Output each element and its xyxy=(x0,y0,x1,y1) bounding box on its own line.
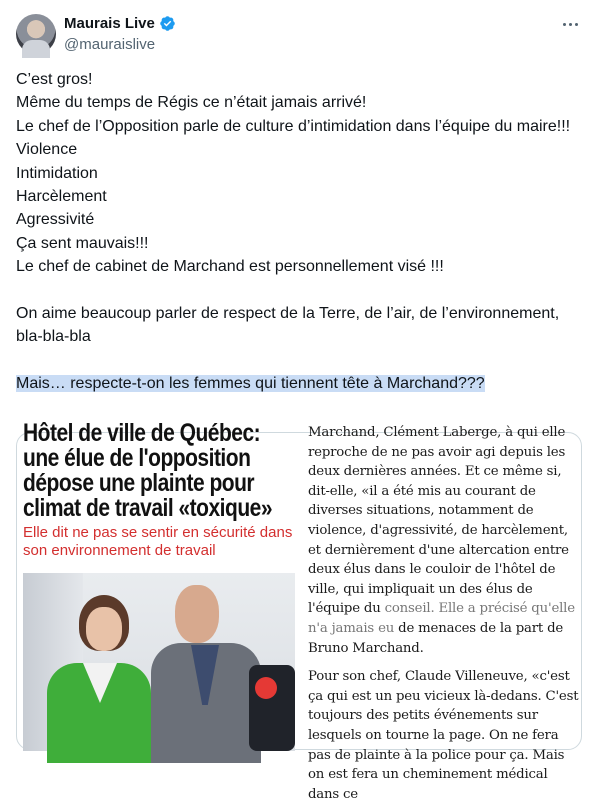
article-subhead: Elle dit ne pas se sentir en sécurité dans son environnement de travail xyxy=(23,524,293,559)
author-display-name[interactable]: Maurais Live xyxy=(64,15,155,32)
tweet-header xyxy=(14,12,586,60)
tweet-line: Le chef de l’Opposition parle de culture d’intimidation dans l’équipe du maire!!! xyxy=(16,117,571,135)
author-handle[interactable]: @mauraislive xyxy=(64,36,156,53)
tweet-line: Harcèlement xyxy=(16,188,107,206)
article-paragraph: Marchand, Clément Laberge, à qui elle reproche de ne pas avoir agi depuis les deux dernières années. Et ce même si, dit-elle, «il a été mis au courant de diverses situations, notamment de violence, d'agressivité, de harcèlement, et dernièrement d'une altercation entre deux élus dans le couloir de l'hôtel de ville, qui impliquait un des élus de l'équipe du xyxy=(308,425,569,617)
author-name-row[interactable] xyxy=(64,15,176,32)
article-left-column xyxy=(17,419,300,751)
article-paragraph: Pour son chef, Claude Villeneuve, «c'est ça qui est un peu vicieux là-dedans. C'est toujours des petits événements sur lesquels on tourne la page. On ne fera pas de plainte à la police pour ça. Mais on est fera un cheminement médical dans ce xyxy=(308,669,579,802)
highlighted-text: Mais… respecte-t-on les femmes qui tiennent tête à Marchand??? xyxy=(16,375,485,393)
tweet-line: Agressivité xyxy=(16,211,95,229)
media-image[interactable] xyxy=(16,419,582,802)
article-paragraph-ghost: conseil. Elle a précisé qu'elle n'a jamais eu xyxy=(308,601,575,636)
avatar[interactable] xyxy=(16,14,56,54)
article-right-column xyxy=(308,425,580,802)
more-options-icon[interactable] xyxy=(558,14,582,34)
tweet-paragraph: On aime beaucoup parler de respect de la Terre, de l’air, de l’environnement, bla-bla-bla xyxy=(16,305,560,346)
tweet-line: Violence xyxy=(16,141,78,159)
tweet-line: Le chef de cabinet de Marchand est personnellement visé !!! xyxy=(16,258,444,276)
tweet-line: C’est gros! xyxy=(16,71,93,88)
broadcaster-logo-icon xyxy=(255,677,277,699)
article-headline: Hôtel de ville de Québec: une élue de l'opposition dépose une plainte pour climat de travail «toxique» xyxy=(23,419,273,522)
verified-badge-icon xyxy=(159,15,176,32)
article-photo xyxy=(23,573,295,751)
tweet-text xyxy=(16,68,582,396)
tweet-line: Ça sent mauvais!!! xyxy=(16,234,149,252)
tweet-line: Intimidation xyxy=(16,164,98,182)
article-paragraph-end: de menaces de la part de Bruno Marchand. xyxy=(308,620,564,656)
tweet-line: Même du temps de Régis ce n’était jamais arrivé! xyxy=(16,94,367,112)
